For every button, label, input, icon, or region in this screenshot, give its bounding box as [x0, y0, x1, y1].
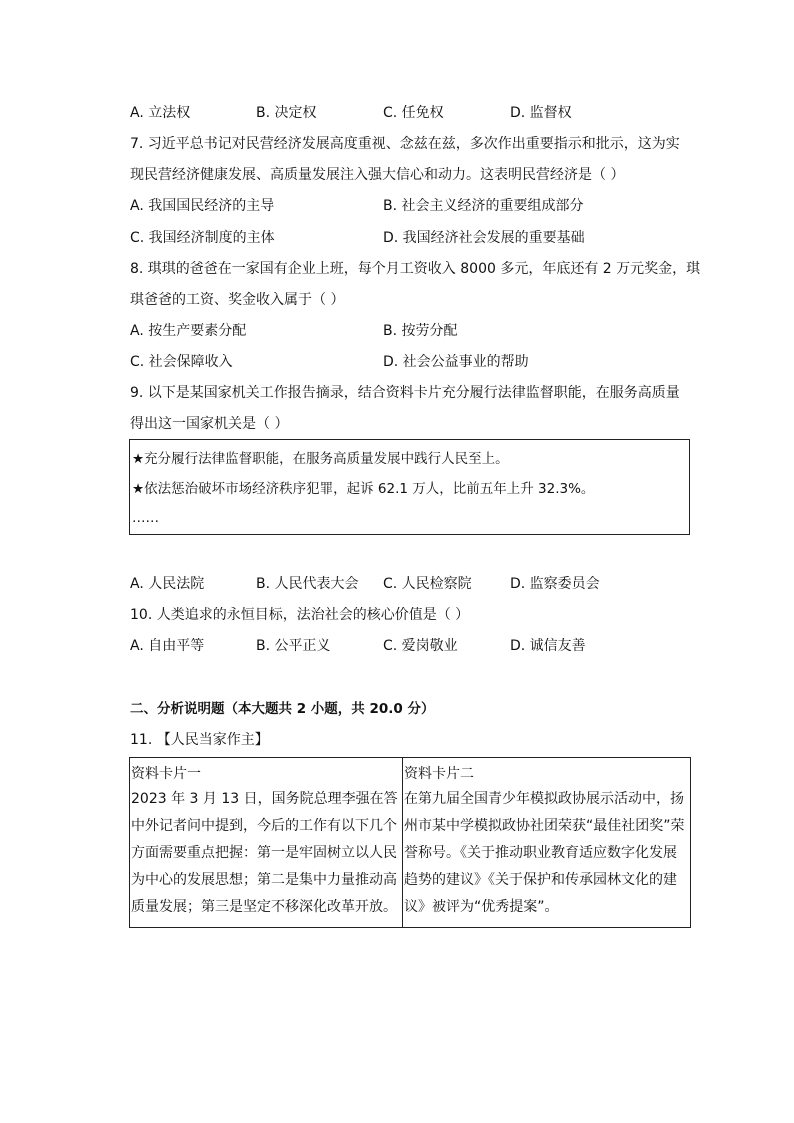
- q9-option-a: A. 人民法院: [130, 576, 205, 592]
- q10-option-c: C. 爱岗敬业: [383, 638, 458, 654]
- q8-option-c: C. 社会保障收入: [130, 354, 233, 370]
- q9-stem-line2: 得出这一国家机关是（ ）: [130, 416, 289, 432]
- q9-option-b: B. 人民代表大会: [256, 576, 359, 592]
- q9-option-d: D. 监察委员会: [510, 576, 600, 592]
- q10-option-b: B. 公平正义: [256, 638, 331, 654]
- q9-option-c: C. 人民检察院: [383, 576, 472, 592]
- q11-title: 11. 【人民当家作主】: [130, 732, 269, 748]
- q7-option-d: D. 我国经济社会发展的重要基础: [383, 230, 585, 246]
- q9-excerpt-line2: ★依法惩治破坏市场经济秩序犯罪，起诉 62.1 万人，比前五年上升 32.3%。: [132, 481, 595, 497]
- q7-option-b: B. 社会主义经济的重要组成部分: [383, 198, 584, 214]
- q6-option-c: C. 任免权: [383, 105, 444, 121]
- q7-option-c: C. 我国经济制度的主体: [130, 230, 275, 246]
- q7-option-a: A. 我国国民经济的主导: [130, 198, 275, 214]
- q6-option-d: D. 监督权: [510, 105, 572, 121]
- q8-option-a: A. 按生产要素分配: [130, 323, 247, 339]
- q7-stem-line2: 现民营经济健康发展、高质量发展注入强大信心和动力。这表明民营经济是（ ）: [130, 167, 625, 183]
- q6-option-b: B. 决定权: [256, 105, 317, 121]
- q6-option-a: A. 立法权: [130, 105, 191, 121]
- q9-excerpt-box: [129, 439, 690, 535]
- q8-stem-line2: 琪爸爸的工资、奖金收入属于（ ）: [130, 292, 345, 308]
- q10-option-a: A. 自由平等: [130, 638, 205, 654]
- card-1-body: 2023 年 3 月 13 日，国务院总理李强在答中外记者问中提到，今后的工作有以下几个方面需要重点把握：第一是牢固树立以人民为中心的发展思想；第二是集中力量推动高质量发展；第三是坚定不移深化改革开放。: [131, 791, 398, 915]
- q11-material-cards: [129, 757, 691, 928]
- material-card-1: [130, 758, 403, 928]
- q7-stem-line1: 7. 习近平总书记对民营经济发展高度重视、念兹在兹，多次作出重要指示和批示，这为实: [130, 136, 680, 152]
- q10-stem: 10. 人类追求的永恒目标，法治社会的核心价值是（ ）: [130, 607, 470, 623]
- q8-option-b: B. 按劳分配: [383, 323, 458, 339]
- section-heading: 二、分析说明题（本大题共 2 小题，共 20.0 分）: [130, 701, 435, 717]
- card-2-body: 在第九届全国青少年模拟政协展示活动中，扬州市某中学模拟政协社团荣获“最佳社团奖”荣誉称号。《关于推动职业教育适应数字化发展趋势的建议》《关于保护和传承园林文化的建议》被评为“优秀提案”。: [404, 791, 685, 915]
- q8-option-d: D. 社会公益事业的帮助: [383, 354, 529, 370]
- material-card-2: [403, 758, 691, 928]
- q9-stem-line1: 9. 以下是某国家机关工作报告摘录，结合资料卡片充分履行法律监督职能，在服务高质量: [130, 385, 680, 401]
- q9-excerpt-line1: ★充分履行法律监督职能，在服务高质量发展中践行人民至上。: [132, 451, 509, 467]
- q10-option-d: D. 诚信友善: [510, 638, 586, 654]
- card-1-title: 资料卡片一: [131, 766, 201, 782]
- card-2-title: 资料卡片二: [404, 766, 474, 782]
- q8-stem-line1: 8. 琪琪的爸爸在一家国有企业上班，每个月工资收入 8000 多元，年底还有 2 万元奖金，琪: [130, 261, 701, 277]
- q9-excerpt-ellipsis: ……: [132, 510, 159, 526]
